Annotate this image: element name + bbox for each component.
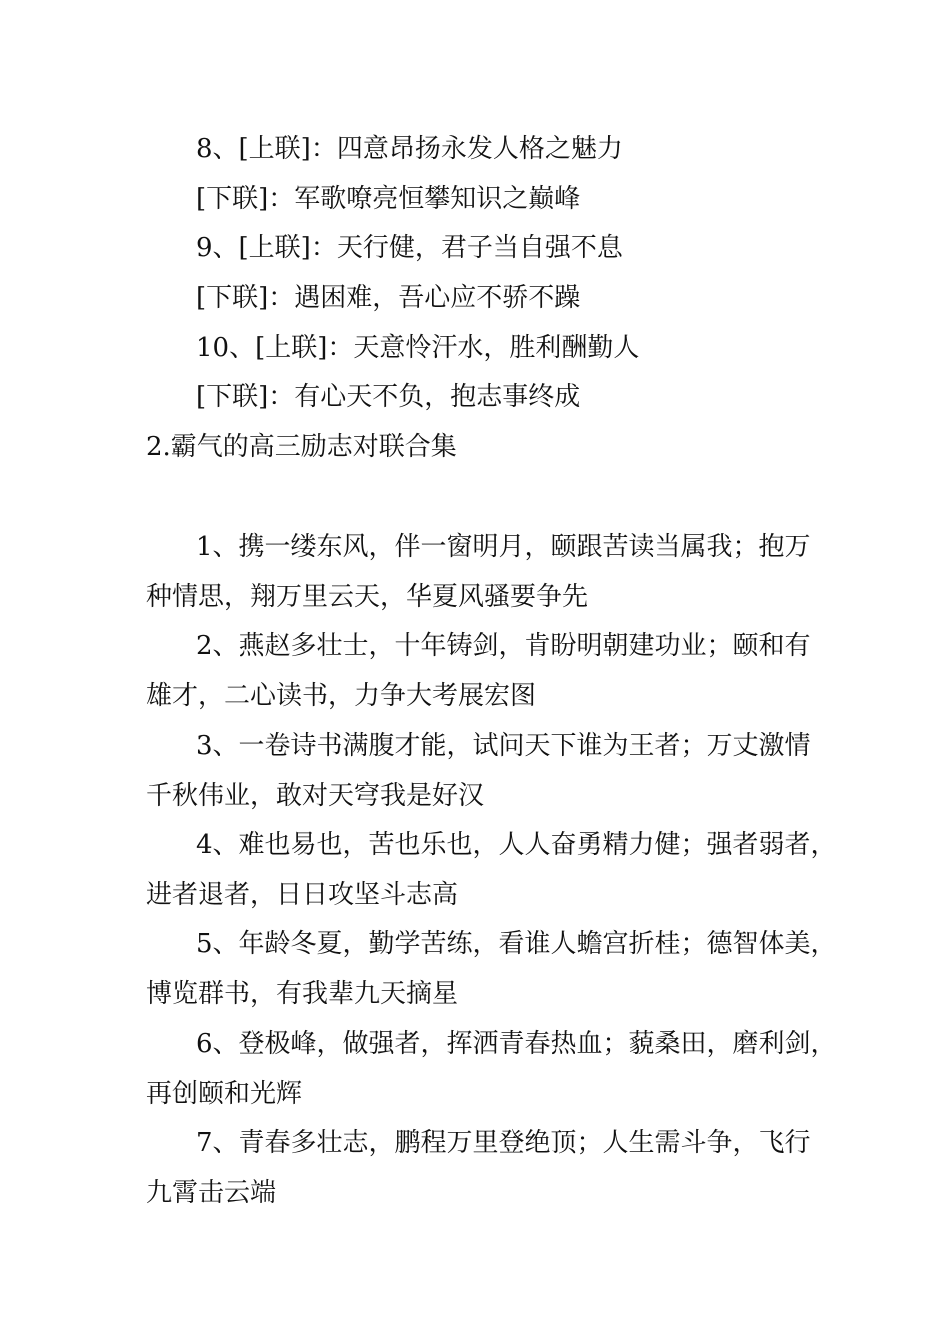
couplet-8-upper: 8、[上联]：四意昂扬永发人格之魅力 [196,134,623,164]
couplet-2-line-2: 雄才，二心读书，力争大考展宏图 [146,681,537,711]
couplet-9-lower: [下联]：遇困难，吾心应不骄不躁 [196,283,581,313]
couplet-10-upper: 10、[上联]：天意怜汗水，胜利酬勤人 [196,333,640,363]
couplet-3-line-2: 千秋伟业，敢对天穹我是好汉 [146,781,485,811]
couplet-7-line-1: 7、青春多壮志，鹏程万里登绝顶；人生需斗争，飞行 [196,1128,811,1158]
couplet-8-lower: [下联]：军歌嘹亮恒攀知识之巅峰 [196,184,581,214]
couplet-5-line-2: 博览群书，有我辈九天摘星 [146,979,459,1009]
couplet-10-lower: [下联]：有心天不负，抱志事终成 [196,382,581,412]
couplet-4-line-2: 进者退者，日日攻坚斗志高 [146,880,459,910]
section-heading: 2.霸气的高三励志对联合集 [146,432,457,462]
couplet-5-line-1: 5、年龄冬夏，勤学苦练，看谁人蟾宫折桂；德智体美， [196,929,837,959]
couplet-6-line-2: 再创颐和光辉 [146,1079,303,1109]
couplet-1-line-2: 种情思，翔万里云天，华夏风骚要争先 [146,582,589,612]
couplet-4-line-1: 4、难也易也，苦也乐也，人人奋勇精力健；强者弱者， [196,830,837,860]
couplet-6-line-1: 6、登极峰，做强者，挥洒青春热血；藐桑田，磨利剑， [196,1029,837,1059]
couplet-2-line-1: 2、燕赵多壮士，十年铸剑，肯盼明朝建功业；颐和有 [196,631,811,661]
couplet-7-line-2: 九霄击云端 [146,1178,277,1208]
couplet-9-upper: 9、[上联]：天行健，君子当自强不息 [196,233,623,263]
couplet-3-line-1: 3、一卷诗书满腹才能，试问天下谁为王者；万丈激情 [196,731,811,761]
couplet-1-line-1: 1、携一缕东风，伴一窗明月，颐跟苦读当属我；抱万 [196,532,811,562]
